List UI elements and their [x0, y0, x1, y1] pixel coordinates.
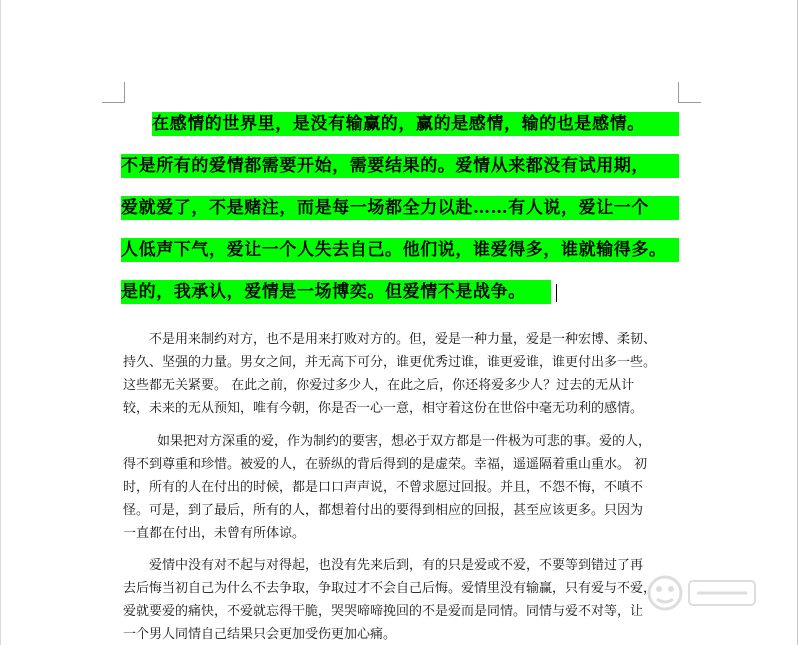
heading-line-5-text: 是的，我承认，爱情是一场博奕。但爱情不是战争。 [121, 282, 526, 302]
heading-line-1-text: 在感情的世界里，是没有输赢的，赢的是感情，输的也是感情。 [152, 114, 645, 134]
heading-line-2-text: 不是所有的爱情都需要开始，需要结果的。爱情从来都没有试用期， [121, 156, 649, 176]
paragraph-3-line-1: 爱情中没有对不起与对得起，也没有先来后到，有的只是爱或不爱，不要等到错过了再 [149, 558, 644, 573]
paragraph-2-line-3: 时，所有的人在付出的时候，都是口口声声说，不曾求愿过回报。并且，不怨不悔，不嗔不 [123, 480, 644, 495]
text-cursor [556, 284, 557, 302]
heading-line-2[interactable] [121, 154, 679, 178]
heading-line-4-text: 人低声下气，爱让一个人失去自己。他们说，谁爱得多，谁就输得多。 [121, 240, 667, 260]
heading-line-5[interactable] [121, 280, 551, 304]
paragraph-3[interactable] [123, 554, 679, 646]
heading-line-3[interactable] [121, 196, 679, 220]
baidu-jingyan-watermark-icon [645, 563, 765, 623]
paragraph-1-line-3: 这些都无关紧要。 在此之前，你爱过多少人，在此之后，你还将爱多少人？过去的无从计 [123, 378, 635, 393]
paragraph-2-line-4: 怪。可是，到了最后，所有的人，都想着付出的要得到相应的回报，甚至应该更多。只因为 [123, 503, 644, 518]
paragraph-2-line-5: 一直都在付出，未曾有所体谅。 [123, 526, 306, 541]
paragraph-1-line-2: 持久、坚强的力量。男女之间，并无高下可分，谁更优秀过谁，谁更爱谁，谁更付出多一些。 [123, 355, 657, 370]
heading-line-1[interactable] [152, 112, 679, 136]
paragraph-2-line-2: 得不到尊重和珍惜。被爱的人，在骄纵的背后得到的是虚荣。幸福，遥遥隔着重山重水。 初 [123, 457, 648, 472]
heading-line-3-text: 爱就爱了，不是赌注，而是每一场都全力以赴……有人说，爱让一个 [121, 198, 649, 218]
paragraph-1-line-4: 较，未来的无从预知，唯有今朝，你是否一心一意，相守着这份在世俗中毫无功利的感情。 [123, 401, 644, 416]
paragraph-3-line-4: 一个男人同情自己结果只会更加受伤更加心痛。 [123, 627, 397, 642]
heading-line-4[interactable] [121, 238, 679, 262]
paragraph-3-line-3: 爱就要爱的痛快，不爱就忘得干脆，哭哭啼啼挽回的不是爱而是同情。同情与爱不对等，让 [123, 604, 644, 619]
crop-mark-top-left [102, 82, 125, 103]
crop-mark-top-right [678, 82, 701, 103]
paragraph-1[interactable] [123, 328, 679, 420]
paragraph-2-line-1: 如果把对方深重的爱，作为制约的要害，想必于双方都是一件极为可悲的事。爱的人， [157, 434, 652, 449]
paragraph-2[interactable] [123, 430, 679, 545]
paragraph-1-line-1: 不是用来制约对方，也不是用来打败对方的。但，爱是一种力量，爱是一种宏博、柔韧、 [149, 332, 657, 347]
paragraph-3-line-2: 去后悔当初自己为什么不去争取，争取过才不会自己后悔。爱情里没有输赢，只有爱与不爱， [123, 581, 657, 596]
